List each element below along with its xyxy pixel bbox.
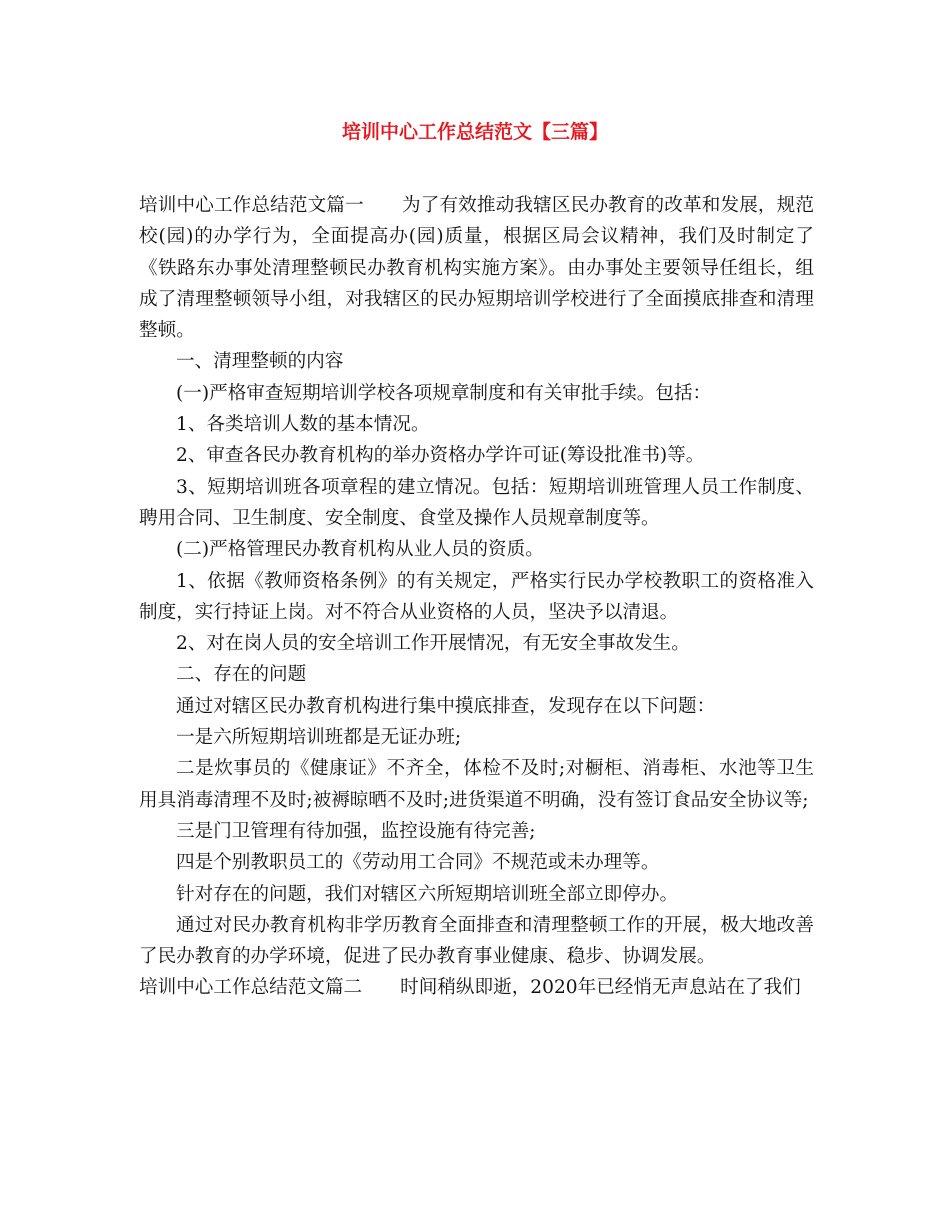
paragraph: 一、清理整顿的内容 [176,351,344,373]
section-2-heading: 培训中心工作总结范文篇二 [139,977,363,999]
paragraph: 1、各类培训人数的基本情况。 [176,414,430,436]
section-2-intro: 时间稍纵即逝，2020年已经悄无声息站在了我们 [400,977,801,999]
section-1-heading: 培训中心工作总结范文篇一 [139,195,364,216]
document-body [139,190,814,1004]
section-1-intro: 为了有效推动我辖区民办教育的改革和发展，规范校(园)的办学行为，全面提高办(园)质量，根据区局会议精神，我们及时制定了《铁路东办事处清理整顿民办教育机构实施方案》。由办事处主要领导任组长，组成了清理整顿领导小组，对我辖区的民办短期培训学校进行了全面摸底排查和清理整顿。 [139,195,814,342]
document-title: 培训中心工作总结范文【三篇】 [341,121,608,143]
paragraph: (二)严格管理民办教育机构从业人员的资质。 [176,539,544,561]
paragraph: 一是六所短期培训班都是无证办班; [176,727,462,749]
paragraph: 三是门卫管理有待加强，监控设施有待完善; [176,820,536,842]
paragraph: 通过对辖区民办教育机构进行集中摸底排查，发现存在以下问题： [176,695,716,717]
paragraph: (一)严格审查短期培训学校各项规章制度和有关审批手续。包括： [176,382,712,404]
paragraph: 通过对民办教育机构非学历教育全面排查和清理整顿工作的开展，极大地改善了民办教育的办学环境，促进了民办教育事业健康、稳步、协调发展。 [139,914,814,968]
paragraph: 针对存在的问题，我们对辖区六所短期培训班全部立即停办。 [176,883,679,905]
paragraph: 四是个别教职员工的《劳动用工合同》不规范或未办理等。 [176,852,660,874]
paragraph: 2、审查各民办教育机构的举办资格办学许可证(筹设批准书)等。 [176,445,705,467]
section-1-paragraph [139,190,814,346]
paragraph: 二是炊事员的《健康证》不齐全，体检不及时;对橱柜、消毒柜、水池等卫生用具消毒清理不及时;被褥晾晒不及时;进货渠道不明确，没有签订食品安全协议等; [139,758,814,811]
paragraph: 2、对在岗人员的安全培训工作开展情况，有无安全事故发生。 [176,633,690,655]
paragraph: 3、短期培训班各项章程的建立情况。包括：短期培训班管理人员工作制度、聘用合同、卫生制度、安全制度、食堂及操作人员规章制度等。 [139,476,814,529]
paragraph: 1、依据《教师资格条例》的有关规定，严格实行民办学校教职工的资格准入制度，实行持证上岗。对不符合从业资格的人员，坚决予以清退。 [139,570,814,623]
section-2-paragraph [139,972,814,1003]
paragraph: 二、存在的问题 [176,664,307,686]
